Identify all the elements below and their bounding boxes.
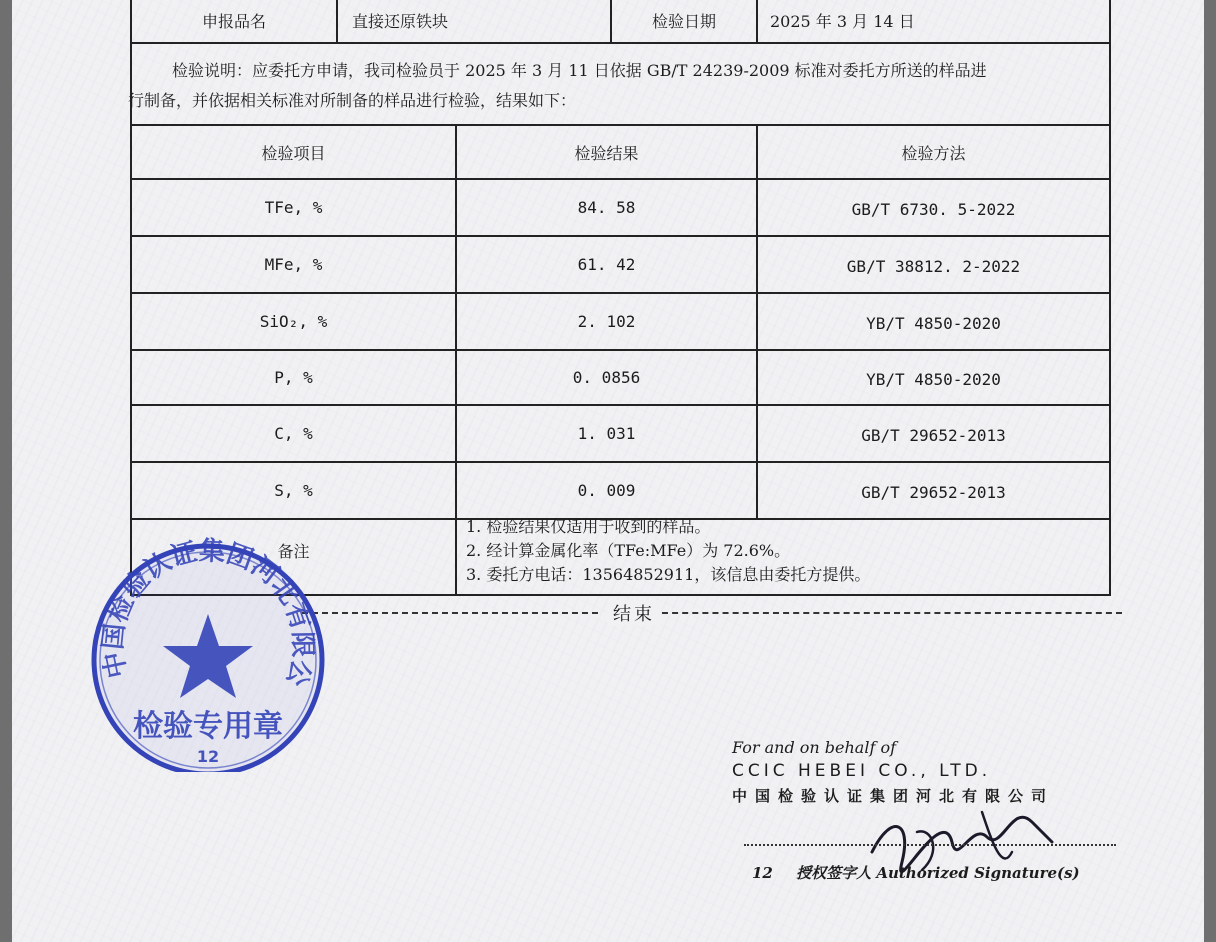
end-divider-right [662,612,1122,614]
signature-label: 授权签字人 Authorized Signature(s) [796,864,1080,882]
remarks-label: 备注 [277,541,310,561]
row-item: S, % [274,481,313,500]
inspection-seal [88,532,328,776]
inspection-date-value: 2025 年 3 月 14 日 [770,11,915,31]
inspection-description-line1: 检验说明：应委托方申请，我司检验员于 2025 年 3 月 11 日依据 GB/T 24239-2009 标准对委托方所送的样品进 [172,61,987,80]
product-name-label: 申报品名 [201,11,266,31]
row-result: 1. 031 [577,424,636,443]
end-divider-left [302,612,598,614]
row-method: GB/T 29652-2013 [861,483,1006,502]
remark-item: 2. 经计算金属化率（TFe:MFe）为 72.6%。 [466,541,791,560]
product-name-value: 直接还原铁块 [352,11,449,31]
signature-company-cn: 中国检验认证集团河北有限公司 [732,787,1055,805]
col-divider [756,0,758,44]
column-header-result: 检验结果 [574,143,639,163]
row-method: YB/T 4850-2020 [866,370,1001,389]
row-method: GB/T 6730. 5-2022 [851,200,1016,219]
signature-caption [752,862,1080,883]
row-result: 0. 009 [577,481,636,500]
signature-block [732,738,1080,882]
signature-number: 12 [752,864,773,882]
seal-ring-text: 中国检验认证集团河北有限公 [98,536,318,690]
row-item: SiO₂, % [259,312,328,331]
row-item: TFe, % [264,198,323,217]
end-label: 结束 [607,600,661,626]
row-divider [130,42,1111,44]
remark-item: 1. 检验结果仅适用于收到的样品。 [466,517,711,536]
row-method: GB/T 29652-2013 [861,426,1006,445]
row-result: 61. 42 [577,255,636,274]
signature-line [744,844,1116,846]
inspection-date-label: 检验日期 [651,11,716,31]
row-result: 0. 0856 [572,368,641,387]
col-divider [336,0,338,44]
report-page [12,0,1204,942]
signature-company-en: CCIC HEBEI CO., LTD. [732,761,992,781]
row-item: MFe, % [264,255,323,274]
column-header-method: 检验方法 [901,143,966,163]
seal-number: 12 [196,747,220,766]
seal-center-text: 检验专用章 [133,709,283,744]
column-header-item: 检验项目 [261,143,326,163]
table-border-right [1109,0,1111,596]
row-item: C, % [274,424,313,443]
inspection-description-line2: 行制备，并依据相关标准对所制备的样品进行检验，结果如下： [128,91,577,110]
row-result: 2. 102 [577,312,636,331]
row-result: 84. 58 [577,198,636,217]
row-method: YB/T 4850-2020 [866,314,1001,333]
row-item: P, % [274,368,313,387]
row-method: GB/T 38812. 2-2022 [846,257,1021,276]
seal-graphic [88,532,328,772]
signature-on-behalf: For and on behalf of [732,738,897,757]
remark-item: 3. 委托方电话：13564852911，该信息由委托方提供。 [466,565,871,584]
